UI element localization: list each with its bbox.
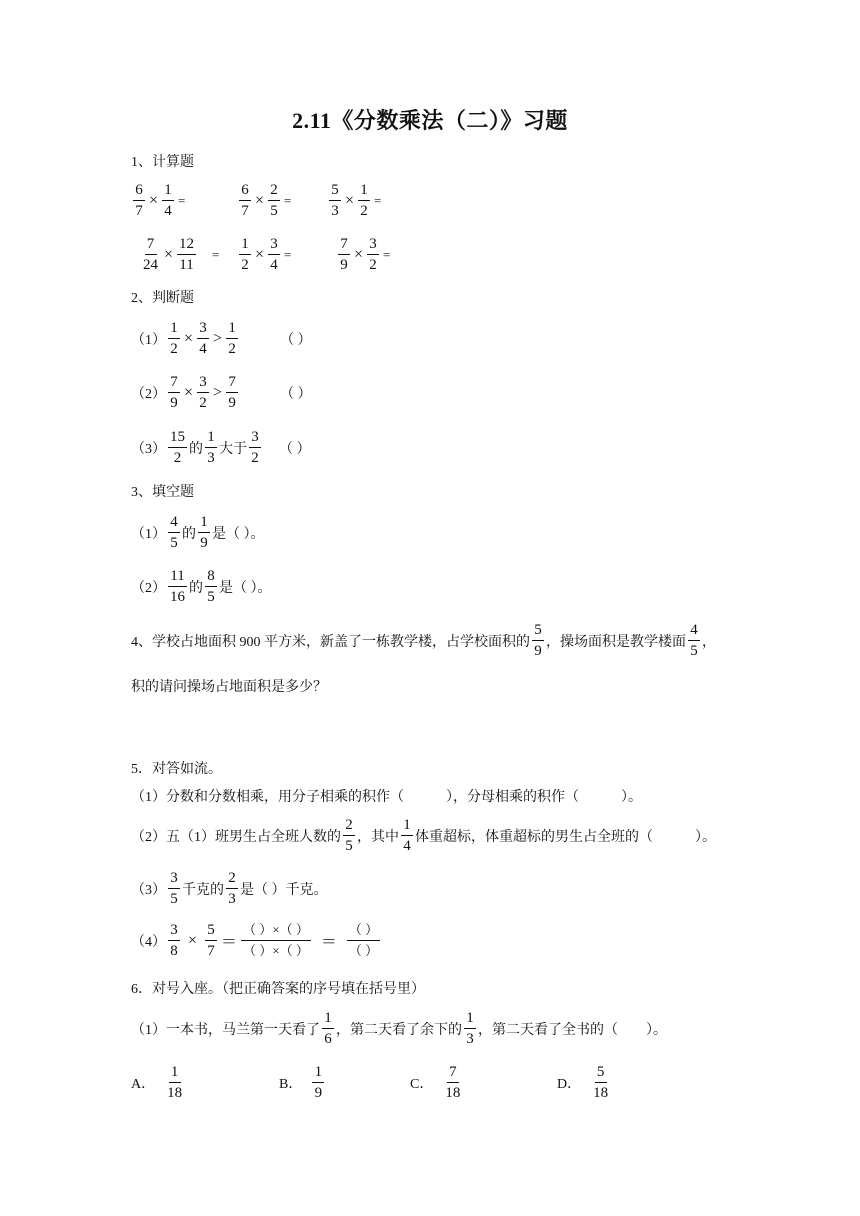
- fraction: $\frac{7}{18}$: [445, 1064, 461, 1101]
- fraction: $\frac{1}{2}$: [168, 318, 180, 359]
- section1-heading: 1、计算题: [131, 155, 194, 170]
- text: ，操场面积是教学楼面: [546, 634, 686, 650]
- option-d: [557, 1062, 612, 1103]
- fraction: $\frac{5}{18}$: [593, 1064, 609, 1101]
- fraction: $\frac{1}{2}$: [226, 318, 238, 359]
- option-label: D．: [557, 1076, 582, 1092]
- s5-q4: [131, 920, 382, 961]
- s5-q1: （1）分数和分数相乘，用分子相乘的积作（ ），分母相乘的积作（ ）。: [131, 790, 642, 805]
- option-a: [131, 1062, 186, 1103]
- fraction: $\frac{7}{9}$: [226, 372, 238, 413]
- judge-q3: [131, 427, 311, 468]
- calc-item-1: [131, 180, 185, 221]
- option-label: C．: [410, 1076, 434, 1092]
- text: 体重超标，体重超标的男生占全班的（ ）。: [415, 829, 716, 845]
- fraction: $\frac{12}{11}$: [179, 236, 195, 273]
- fraction: $\frac{4}{5}$: [688, 620, 700, 661]
- fraction: $\frac{5}{3}$: [329, 180, 341, 221]
- fill-q1: [131, 512, 265, 553]
- page-title: 2.11《分数乘法（二）》习题: [292, 108, 568, 133]
- answer-blank: （ ）: [280, 386, 312, 402]
- section3-heading: 3、填空题: [131, 485, 194, 500]
- option-label: A．: [131, 1076, 156, 1092]
- fill-q2: [131, 566, 272, 607]
- fraction: $\frac{3}{2}$: [249, 427, 261, 468]
- text: （1）一本书，马兰第一天看了: [131, 1022, 320, 1038]
- times-sign: ×: [184, 383, 194, 401]
- word-problem-4: [131, 620, 716, 661]
- fraction: $\frac{1}{2}$: [358, 180, 370, 221]
- fraction: $\frac{2}{3}$: [226, 868, 238, 909]
- calc-item-2: [237, 180, 291, 221]
- option-c: [410, 1062, 464, 1103]
- equals-sign: =: [178, 192, 186, 208]
- section6-heading: 6．对号入座。（把正确答案的序号填在括号里）: [131, 982, 425, 997]
- fraction: $\frac{1}{4}$: [401, 815, 413, 856]
- fraction: $\frac{1}{3}$: [205, 427, 217, 468]
- equals-sign: ＝: [221, 934, 238, 951]
- word-problem-4-line2: 积的请问操场占地面积是多少？: [131, 680, 327, 695]
- question-label: （4）: [131, 934, 166, 950]
- times-sign: ×: [149, 191, 159, 209]
- equals-sign: =: [284, 192, 292, 208]
- text: 大于: [219, 441, 247, 457]
- text: ，第二天看了全书的（ ）。: [478, 1022, 667, 1038]
- fraction: $\frac{1}{4}$: [162, 180, 174, 221]
- question-label: （1）: [131, 332, 166, 348]
- text: 的: [189, 441, 203, 457]
- text: （2）五（1）班男生占全班人数的: [131, 829, 341, 845]
- text: 的: [182, 526, 196, 542]
- fraction: $\frac{1}{9}$: [312, 1062, 324, 1103]
- option-label: B．: [279, 1076, 303, 1092]
- fraction: $\frac{4}{5}$: [168, 512, 180, 553]
- fraction: $\frac{2}{5}$: [343, 815, 355, 856]
- text: 的: [189, 580, 203, 596]
- fraction: $\frac{3}{5}$: [168, 868, 180, 909]
- fraction: $\frac{5}{7}$: [205, 920, 217, 961]
- question-label: （3）: [131, 441, 166, 457]
- fraction: $\frac{1}{2}$: [239, 234, 251, 275]
- times-sign: ×: [354, 245, 364, 263]
- calc-item-6: [336, 234, 390, 275]
- fraction: $\frac{6}{7}$: [133, 180, 145, 221]
- fraction-blank: $\frac{( )\times( )}{( )\times( )}$: [243, 922, 309, 958]
- fraction: $\frac{1}{18}$: [167, 1064, 183, 1101]
- fraction: $\frac{1}{9}$: [198, 512, 210, 553]
- equals-sign: =: [374, 192, 382, 208]
- text: ，: [702, 634, 716, 650]
- section2-heading: 2、判断题: [131, 291, 194, 306]
- times-sign: ×: [255, 191, 265, 209]
- fraction: $\frac{7}{24}$: [143, 236, 158, 273]
- text: ，第二天看了余下的: [336, 1022, 462, 1038]
- text: ，其中: [357, 829, 399, 845]
- calc-item-3: [327, 180, 381, 221]
- equals-sign: =: [212, 246, 220, 262]
- fraction: $\frac{3}{4}$: [197, 318, 209, 359]
- fraction: $\frac{6}{7}$: [239, 180, 251, 221]
- times-sign: ×: [255, 245, 265, 263]
- times-sign: ×: [164, 245, 174, 263]
- s5-q3: [131, 868, 328, 909]
- question-label: （1）: [131, 526, 166, 542]
- greater-than-sign: >: [213, 329, 223, 347]
- fraction: $\frac{5}{9}$: [532, 620, 544, 661]
- question-label: （3）: [131, 882, 166, 898]
- equals-sign: =: [284, 246, 292, 262]
- answer-blank: （ ）: [279, 441, 311, 457]
- calc-item-5: [237, 234, 291, 275]
- s6-q1: [131, 1008, 667, 1049]
- fraction: $\frac{1}{3}$: [464, 1008, 476, 1049]
- fraction: $\frac{3}{2}$: [367, 234, 379, 275]
- fraction: $\frac{3}{8}$: [168, 920, 180, 961]
- fraction: $\frac{7}{9}$: [338, 234, 350, 275]
- text: 是（ ）。: [212, 526, 265, 542]
- fraction-blank: $\frac{( )}{( )}$: [348, 922, 379, 958]
- fraction: $\frac{1}{6}$: [322, 1008, 334, 1049]
- fraction: $\frac{3}{4}$: [268, 234, 280, 275]
- judge-q2: [131, 372, 312, 413]
- question-label: （2）: [131, 580, 166, 596]
- option-b: [279, 1062, 326, 1103]
- times-sign: ×: [188, 931, 198, 949]
- section5-heading: 5．对答如流。: [131, 762, 222, 777]
- judge-q1: [131, 318, 312, 359]
- equals-sign: =: [383, 246, 391, 262]
- fraction: $\frac{3}{2}$: [197, 372, 209, 413]
- calc-item-4: [139, 234, 219, 275]
- fraction: $\frac{2}{5}$: [268, 180, 280, 221]
- text: 是（ ）。: [219, 580, 272, 596]
- fraction: $\frac{7}{9}$: [168, 372, 180, 413]
- times-sign: ×: [345, 191, 355, 209]
- equals-sign: ＝: [320, 934, 337, 951]
- fraction: $\frac{8}{5}$: [205, 566, 217, 607]
- answer-blank: （ ）: [280, 332, 312, 348]
- question-label: （2）: [131, 386, 166, 402]
- times-sign: ×: [184, 329, 194, 347]
- text: 4、学校占地面积 900 平方米，新盖了一栋教学楼，占学校面积的: [131, 634, 530, 650]
- s5-q2: [131, 815, 716, 856]
- fraction: $\frac{15}{2}$: [170, 429, 185, 466]
- text: 千克的: [182, 882, 224, 898]
- text: 是（ ）千克。: [240, 882, 328, 898]
- greater-than-sign: >: [213, 383, 223, 401]
- fraction: $\frac{11}{16}$: [170, 568, 185, 605]
